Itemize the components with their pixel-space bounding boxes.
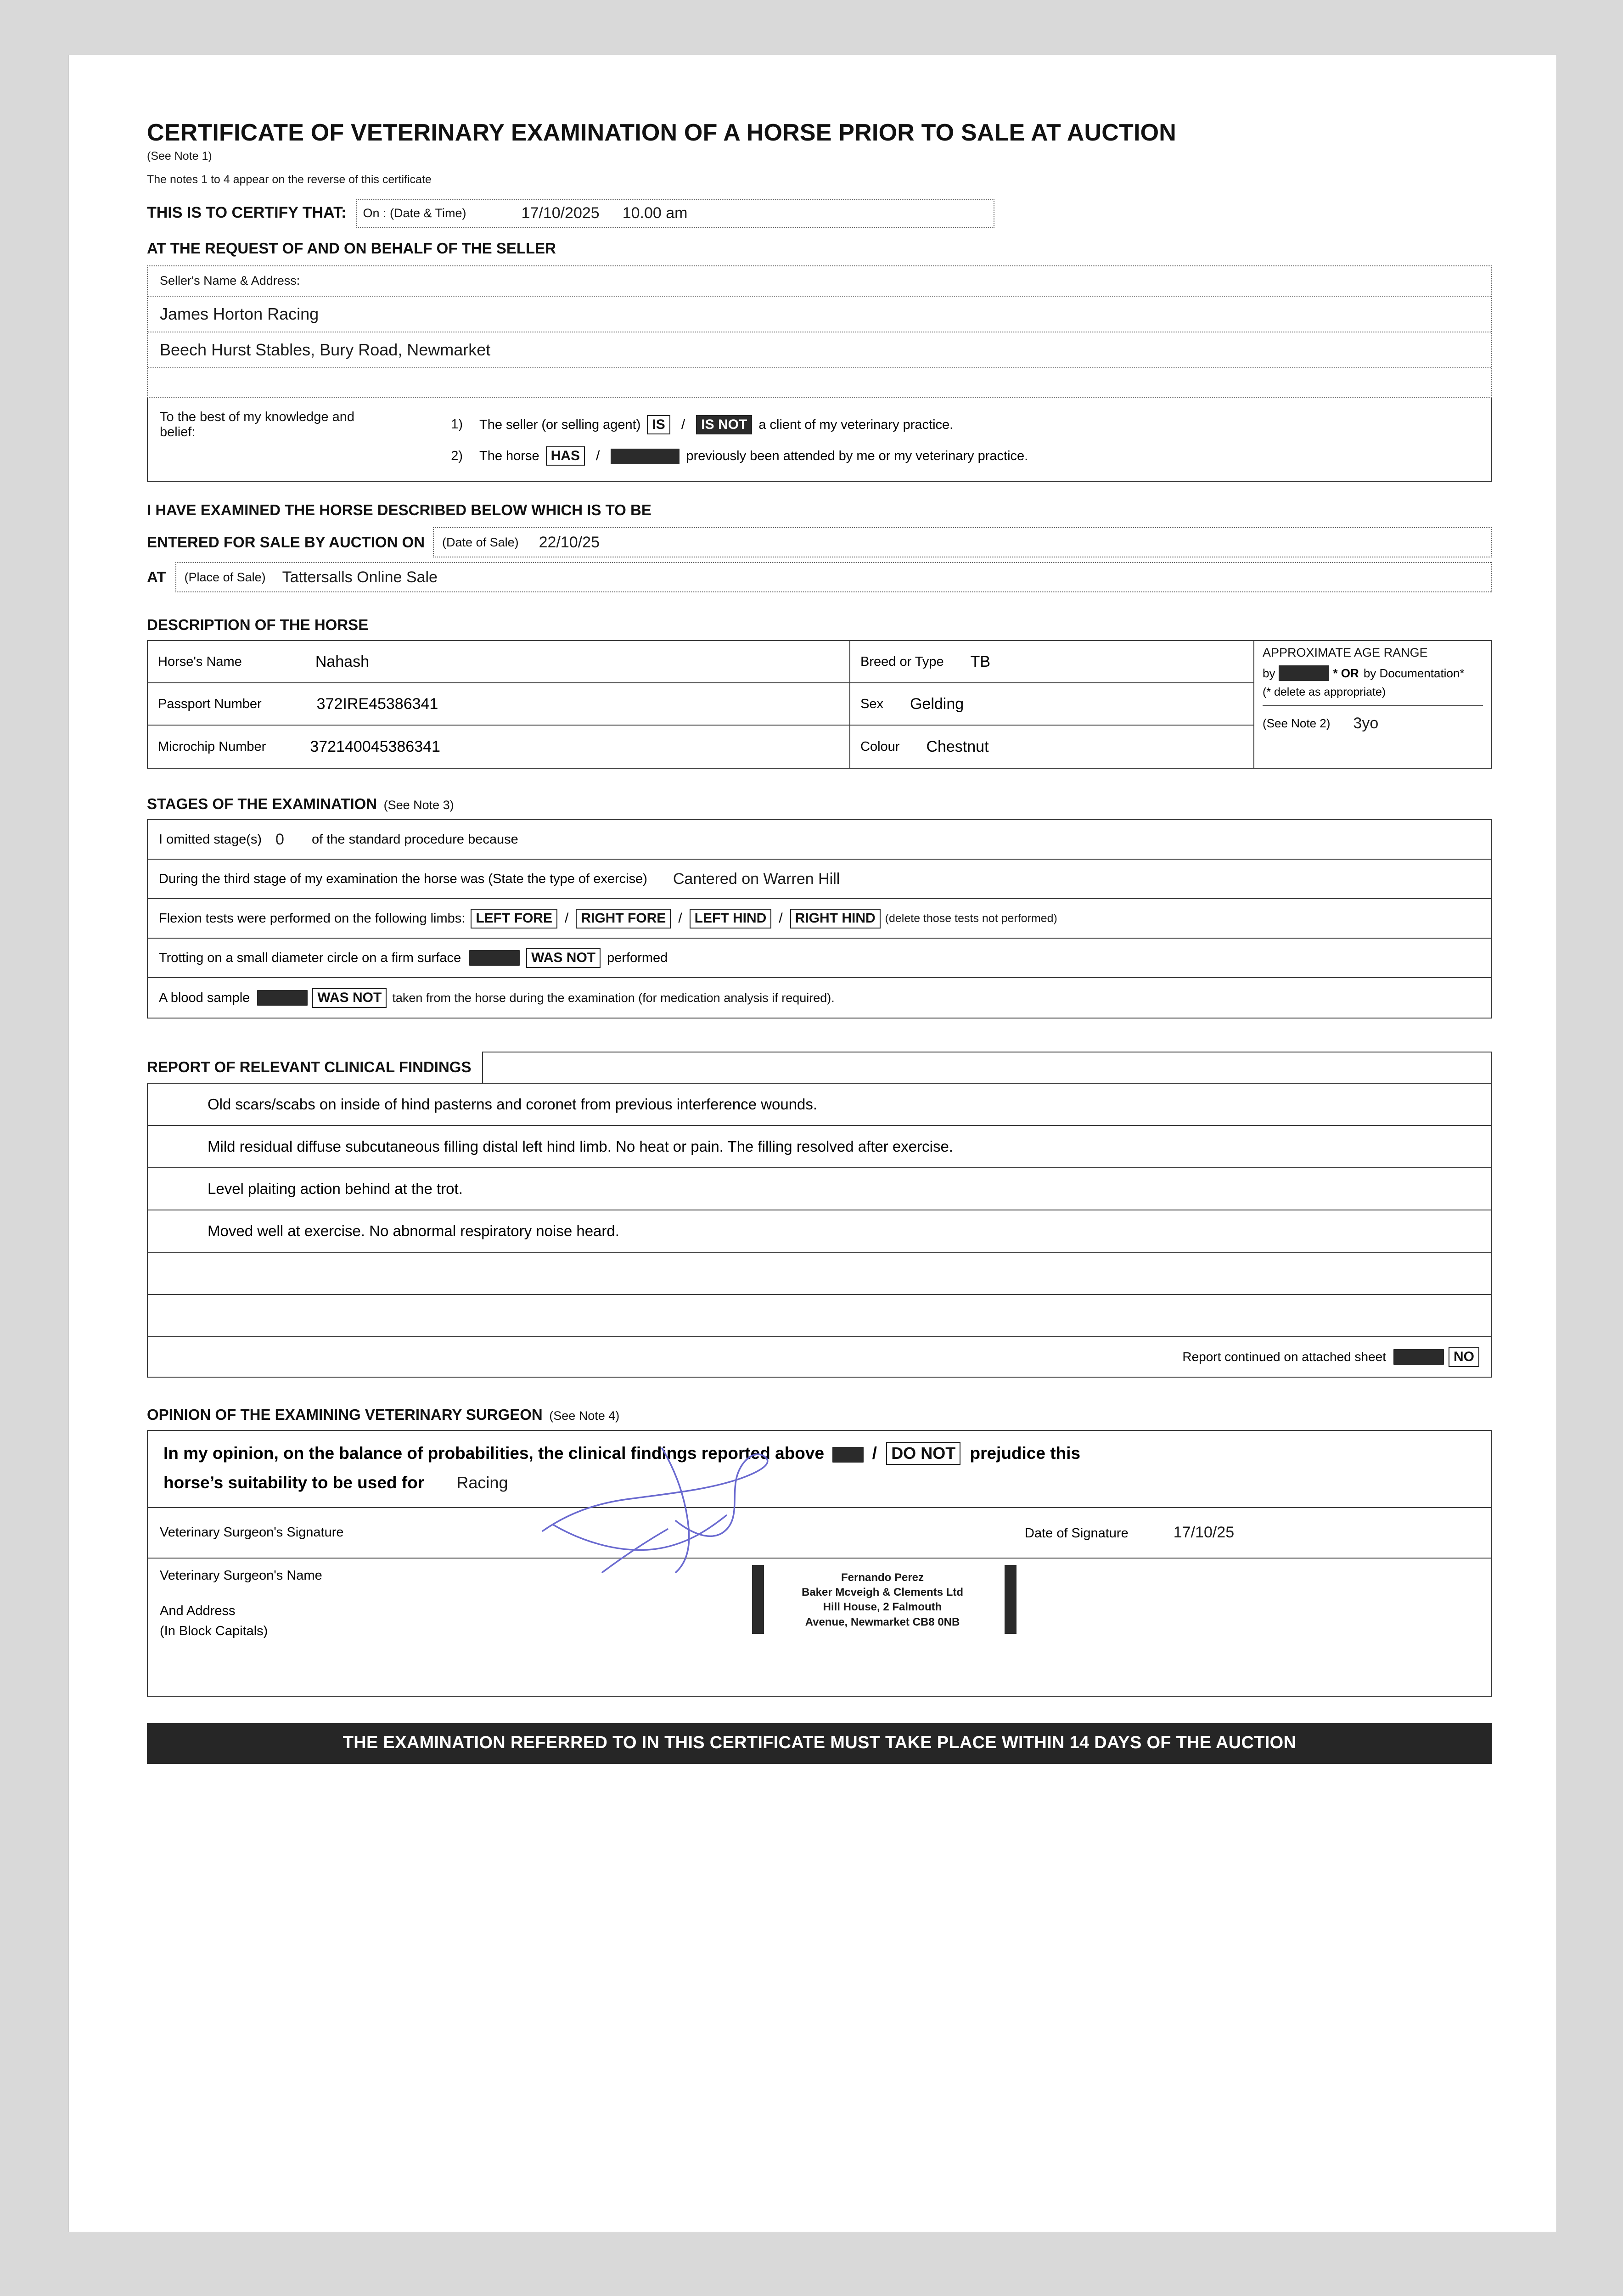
omitted-stages-pre: I omitted stage(s) xyxy=(159,832,262,847)
colour-label: Colour xyxy=(860,739,900,754)
sale-place-value: Tattersalls Online Sale xyxy=(282,568,438,586)
opinion-purpose-value: Racing xyxy=(456,1473,508,1492)
omitted-stages-post: of the standard procedure because xyxy=(311,832,518,847)
seller-block xyxy=(147,265,1492,398)
third-stage-pre: During the third stage of my examination the horse was (State the type of exercise) xyxy=(159,871,647,886)
microchip-number-cell[interactable] xyxy=(148,726,850,768)
passport-number-value: 372IRE45386341 xyxy=(316,695,438,713)
third-stage-row[interactable] xyxy=(148,860,1491,899)
stamp-address-line-2: Avenue, Newmarket CB8 0NB xyxy=(805,1615,960,1628)
horse-has-attended-option[interactable]: HAS xyxy=(546,446,585,466)
signature-row xyxy=(148,1508,1491,1559)
stamp-address-line-1: Hill House, 2 Falmouth xyxy=(823,1601,942,1614)
age-by-label: by xyxy=(1263,666,1275,680)
flexion-pre: Flexion tests were performed on the following limbs: xyxy=(159,911,466,926)
seller-address-line-1[interactable] xyxy=(148,332,1491,368)
signature-date-value: 17/10/25 xyxy=(1173,1524,1235,1542)
blood-was-not-option[interactable]: WAS NOT xyxy=(312,988,387,1008)
seller-is-client-option[interactable]: IS xyxy=(647,415,670,435)
belief-row-1 xyxy=(160,410,1479,440)
flexion-slash-2: / xyxy=(678,911,682,926)
report-line[interactable] xyxy=(148,1210,1491,1253)
opinion-text-part2: prejudice this xyxy=(970,1444,1081,1463)
age-range-heading: APPROXIMATE AGE RANGE xyxy=(1263,646,1428,660)
report-continued-label: Report continued on attached sheet xyxy=(1182,1350,1386,1364)
signature-date-group xyxy=(1020,1524,1234,1542)
passport-number-label: Passport Number xyxy=(158,696,262,711)
flexion-right-hind-option[interactable]: RIGHT HIND xyxy=(790,909,881,929)
belief-1-slash: / xyxy=(681,416,685,432)
sale-date-row xyxy=(147,527,1492,557)
belief-item-1-post: a client of my veterinary practice. xyxy=(758,417,954,432)
report-line-text: Old scars/scabs on inside of hind pasterns and coronet from previous interference wounds. xyxy=(208,1096,818,1113)
seller-field-label: Seller's Name & Address: xyxy=(160,274,300,288)
breed-value: TB xyxy=(970,653,991,670)
examined-heading-line2: ENTERED FOR SALE BY AUCTION ON xyxy=(147,534,425,551)
blood-was-redacted[interactable] xyxy=(257,990,308,1006)
sex-label: Sex xyxy=(860,696,883,711)
horse-name-value: Nahash xyxy=(315,653,370,670)
report-line[interactable] xyxy=(148,1295,1491,1337)
report-continued-row xyxy=(148,1337,1491,1377)
certify-date-label: On : (Date & Time) xyxy=(363,206,466,220)
report-line[interactable] xyxy=(148,1168,1491,1210)
seller-heading: AT THE REQUEST OF AND ON BEHALF OF THE SELLER xyxy=(147,239,556,257)
opinion-box xyxy=(147,1430,1492,1697)
opinion-purpose-row xyxy=(163,1470,1479,1495)
report-line-text: Level plaiting action behind at the trot. xyxy=(208,1180,463,1198)
stamp-vet-name: Fernando Perez xyxy=(841,1571,924,1584)
stamp-company: Baker Mcveigh & Clements Ltd xyxy=(801,1586,964,1598)
sex-cell[interactable] xyxy=(850,683,1254,726)
report-box xyxy=(147,1083,1492,1378)
flexion-post: (delete those tests not performed) xyxy=(885,912,1057,925)
report-line[interactable] xyxy=(148,1253,1491,1295)
trot-was-not-option[interactable]: WAS NOT xyxy=(526,948,601,968)
belief-item-2-number: 2) xyxy=(451,448,463,463)
signature-label: Veterinary Surgeon's Signature xyxy=(160,1525,344,1540)
flexion-slash-1: / xyxy=(564,911,569,926)
age-by-row xyxy=(1263,665,1483,681)
vet-block-caps-label: (In Block Capitals) xyxy=(160,1623,268,1638)
opinion-heading-row xyxy=(147,1406,1492,1424)
sale-date-label: (Date of Sale) xyxy=(442,535,519,549)
examined-heading-line1: I HAVE EXAMINED THE HORSE DESCRIBED BELOW WHICH IS TO BE xyxy=(147,501,651,519)
omitted-stages-row[interactable] xyxy=(148,820,1491,860)
blood-pre: A blood sample xyxy=(159,990,250,1005)
certify-row xyxy=(147,199,1492,228)
report-heading: REPORT OF RELEVANT CLINICAL FINDINGS xyxy=(147,1058,472,1076)
flexion-tests-row[interactable] xyxy=(148,899,1491,939)
opinion-heading: OPINION OF THE EXAMINING VETERINARY SURGEON xyxy=(147,1406,543,1424)
vet-practice-stamp xyxy=(754,1570,1011,1630)
opinion-heading-note: (See Note 4) xyxy=(549,1409,620,1423)
age-or-label: * OR xyxy=(1333,666,1359,680)
opinion-do-redacted[interactable] xyxy=(832,1447,864,1463)
belief-item-1-number: 1) xyxy=(451,417,463,432)
seller-is-not-client-option[interactable]: IS NOT xyxy=(696,415,752,435)
vet-address-label: And Address xyxy=(160,1604,236,1619)
age-by-redacted[interactable] xyxy=(1279,665,1329,681)
stages-box xyxy=(147,819,1492,1019)
report-line[interactable] xyxy=(148,1126,1491,1168)
report-line[interactable] xyxy=(148,1084,1491,1126)
sale-place-field[interactable] xyxy=(175,562,1492,592)
seller-name-value: James Horton Racing xyxy=(160,304,319,323)
age-range-cell[interactable] xyxy=(1254,641,1491,732)
certify-datetime-field[interactable] xyxy=(356,199,994,228)
trot-post: performed xyxy=(607,950,668,965)
report-heading-box xyxy=(482,1052,1492,1083)
sale-place-row xyxy=(147,562,1492,592)
belief-item-2-post: previously been attended by me or my veterinary practice. xyxy=(686,448,1028,463)
passport-number-cell[interactable] xyxy=(148,683,850,726)
stages-heading: STAGES OF THE EXAMINATION xyxy=(147,795,377,813)
at-label: AT xyxy=(147,568,166,586)
breed-cell[interactable] xyxy=(850,641,1254,683)
signature-date-label: Date of Signature xyxy=(1025,1526,1129,1541)
trot-pre: Trotting on a small diameter circle on a firm surface xyxy=(159,950,461,965)
belief-item-1-text xyxy=(479,415,953,435)
horse-name-label: Horse's Name xyxy=(158,654,242,669)
flexion-left-hind-option[interactable]: LEFT HIND xyxy=(690,909,772,929)
page-title: CERTIFICATE OF VETERINARY EXAMINATION OF A HORSE PRIOR TO SALE AT AUCTION xyxy=(147,119,1176,146)
age-see-note-row xyxy=(1263,706,1483,732)
description-heading: DESCRIPTION OF THE HORSE xyxy=(147,616,369,634)
blood-sample-row[interactable] xyxy=(148,978,1491,1018)
horse-description-table xyxy=(147,640,1492,769)
horse-has-not-attended-redacted[interactable] xyxy=(611,449,680,464)
sale-date-value: 22/10/25 xyxy=(539,533,600,551)
omitted-stages-value: 0 xyxy=(275,830,284,848)
belief-intro: To the best of my knowledge and belief: xyxy=(160,409,354,439)
blood-post: taken from the horse during the examination (for medication analysis if required). xyxy=(392,990,835,1005)
certify-date-value: 17/10/2025 xyxy=(521,204,600,222)
stages-heading-note: (See Note 3) xyxy=(383,798,454,812)
age-see-note: (See Note 2) xyxy=(1263,716,1331,731)
belief-block xyxy=(147,398,1492,483)
opinion-statement: In my opinion, on the balance of probabilities, the clinical findings reported above / DO NOT prejudice this horse’s suitability to be used for Racing xyxy=(148,1431,1491,1508)
certify-time-value: 10.00 am xyxy=(622,204,688,222)
flexion-slash-3: / xyxy=(779,911,783,926)
trot-was-redacted[interactable] xyxy=(469,950,520,966)
notes-reference: The notes 1 to 4 appear on the reverse of this certificate xyxy=(147,173,432,186)
report-continued-no-option[interactable]: NO xyxy=(1449,1347,1479,1367)
horse-name-cell[interactable] xyxy=(148,641,850,683)
seller-address-value-1: Beech Hurst Stables, Bury Road, Newmarket xyxy=(160,340,491,359)
microchip-number-value: 372140045386341 xyxy=(310,737,440,755)
flexion-left-fore-option[interactable]: LEFT FORE xyxy=(471,909,557,929)
stages-heading-row xyxy=(147,795,1492,813)
report-heading-row xyxy=(147,1052,1492,1083)
vet-name-address-block xyxy=(148,1559,1491,1696)
belief-item-2-text xyxy=(479,446,1028,466)
opinion-text-part1: In my opinion, on the balance of probabilities, the clinical findings reported above xyxy=(163,1444,825,1463)
vet-name-label: Veterinary Surgeon's Name xyxy=(160,1568,322,1583)
footer-banner: THE EXAMINATION REFERRED TO IN THIS CERTIFICATE MUST TAKE PLACE WITHIN 14 DAYS OF THE AUCTION xyxy=(147,1723,1492,1764)
report-continued-yes-redacted[interactable] xyxy=(1393,1349,1444,1365)
title-note: (See Note 1) xyxy=(147,149,212,163)
report-line-text: Moved well at exercise. No abnormal respiratory noise heard. xyxy=(208,1222,619,1240)
third-stage-value: Cantered on Warren Hill xyxy=(673,870,840,888)
age-value: 3yo xyxy=(1353,715,1379,732)
colour-cell[interactable] xyxy=(850,726,1254,768)
breed-label: Breed or Type xyxy=(860,654,944,669)
age-doc-label: by Documentation* xyxy=(1363,666,1465,680)
certificate-sheet xyxy=(69,55,1556,2232)
sale-date-field[interactable] xyxy=(433,527,1492,557)
seller-label-line xyxy=(148,266,1491,297)
belief-row-2 xyxy=(160,446,1479,466)
sex-value: Gelding xyxy=(910,695,964,713)
flexion-right-fore-option[interactable]: RIGHT FORE xyxy=(576,909,671,929)
microchip-number-label: Microchip Number xyxy=(158,739,266,754)
seller-name-line[interactable] xyxy=(148,297,1491,332)
belief-2-slash: / xyxy=(596,448,600,463)
belief-item-2-pre: The horse xyxy=(479,448,539,463)
opinion-do-not-option[interactable]: DO NOT xyxy=(886,1442,960,1464)
belief-item-1-pre: The seller (or selling agent) xyxy=(479,417,641,432)
colour-value: Chestnut xyxy=(926,737,989,755)
report-line-text: Mild residual diffuse subcutaneous filling distal left hind limb. No heat or pain. The filling resolved after exercise. xyxy=(208,1138,953,1155)
age-delete-note: (* delete as appropriate) xyxy=(1263,686,1483,706)
seller-address-line-2[interactable] xyxy=(148,368,1491,397)
certify-label: THIS IS TO CERTIFY THAT: xyxy=(147,203,347,221)
trot-circle-row[interactable] xyxy=(148,939,1491,978)
sale-place-label: (Place of Sale) xyxy=(184,570,266,584)
opinion-text-part3: horse’s suitability to be used for xyxy=(163,1473,425,1492)
